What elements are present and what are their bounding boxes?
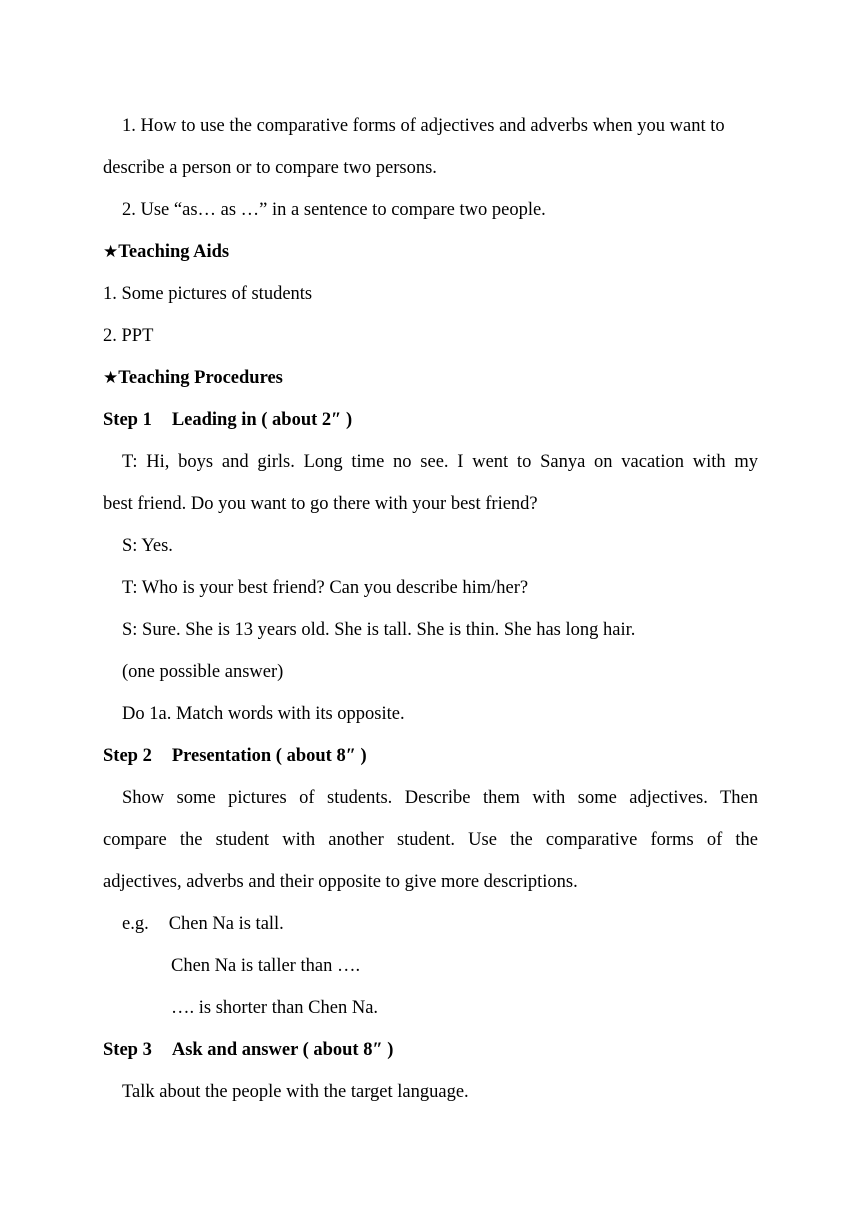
step-3-text: Talk about the people with the target language. [122,1082,469,1102]
step-2-title: Presentation ( about 8″ ) [171,746,367,766]
star-icon: ★ [103,242,119,262]
teaching-aids-heading [103,240,758,264]
example-1-text: Chen Na is tall. [168,914,284,934]
step-2-paragraph-line-3: adjectives, adverbs and their opposite to give more descriptions. [103,872,578,892]
teaching-aids-heading-text: Teaching Aids [118,242,230,262]
teaching-procedures-heading [103,366,758,390]
objective-1-line-2: describe a person or to compare two persons. [103,158,437,178]
star-icon: ★ [103,368,119,388]
teaching-procedures-heading-text: Teaching Procedures [118,368,283,388]
step-1-student-2: S: Sure. She is 13 years old. She is tall. She is thin. She has long hair. [122,620,636,640]
step-2-example-2: Chen Na is taller than …. [171,956,361,976]
objective-2: 2. Use “as… as …” in a sentence to compare two people. [122,200,546,220]
step-1-teacher-2: T: Who is your best friend? Can you describe him/her? [122,578,529,598]
step-1-teacher-line-1: T: Hi, boys and girls. Long time no see. I went to Sanya on vacation with my [122,452,758,472]
step-2-number: Step 2 [103,746,152,766]
aids-item-1: 1. Some pictures of students [103,284,313,304]
step-3-title: Ask and answer ( about 8″ ) [171,1040,394,1060]
step-1-title: Leading in ( about 2″ ) [171,410,353,430]
step-2-paragraph-line-2: compare the student with another student. Use the comparative forms of the [103,830,758,850]
step-1-student-1: S: Yes. [122,536,173,556]
objective-1-line-1: 1. How to use the comparative forms of adjectives and adverbs when you want to [122,116,725,136]
step-1-note: (one possible answer) [122,662,284,682]
step-2-paragraph-line-1: Show some pictures of students. Describe them with some adjectives. Then [122,788,758,808]
step-1-teacher-line-2: best friend. Do you want to go there with your best friend? [103,494,538,514]
step-2-example-3: …. is shorter than Chen Na. [171,998,379,1018]
step-1-heading [103,408,758,432]
step-3-number: Step 3 [103,1040,152,1060]
example-label: e.g. [122,914,149,934]
step-2-example-1 [122,912,758,936]
aids-item-2: 2. PPT [103,326,154,346]
step-3-heading [103,1038,758,1062]
step-1-task: Do 1a. Match words with its opposite. [122,704,405,724]
step-2-heading [103,744,758,768]
step-1-number: Step 1 [103,410,152,430]
